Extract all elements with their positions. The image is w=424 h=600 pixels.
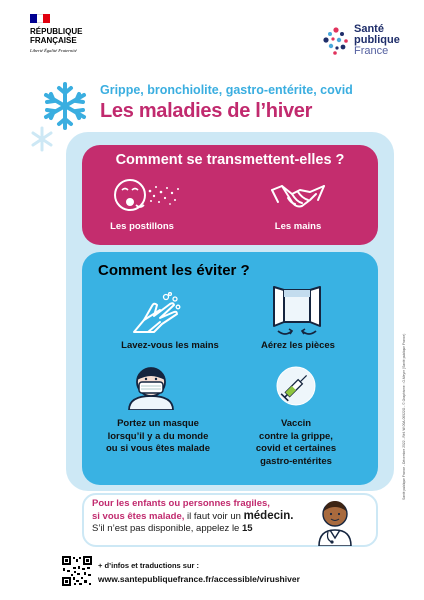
side-credit: Santé publique France - Décembre 2022 - Réf. W-00A-00522G - © Graphisme : O.Meyer (Santé publique France) — [402, 333, 406, 500]
page-title: Les maladies de l’hiver — [100, 100, 313, 122]
vaccine-line-4: gastro-entérites — [260, 455, 332, 467]
notice-line-1: Pour les enfants ou personnes fragiles, — [92, 498, 270, 509]
vaccine-line-1: Vaccin — [280, 418, 312, 429]
prevention-label-mask — [93, 418, 223, 456]
notice-line-3-bold: 15 — [241, 523, 253, 534]
qr-code-icon — [62, 556, 92, 586]
mask-icon — [125, 362, 177, 410]
spf-line1: Santé — [354, 23, 384, 35]
doctor-notice-text — [92, 498, 317, 535]
transmission-heading: Comment se transmettent-elles ? — [115, 152, 345, 168]
prevention-label-vaccine — [240, 418, 352, 468]
vaccine-line-3: covid et certaines — [255, 443, 337, 454]
transmission-label-mains: Les mains — [274, 221, 322, 232]
prevention-heading: Comment les éviter ? — [98, 262, 250, 279]
vaccine-line-2: contre la grippe, — [259, 430, 333, 442]
notice-line-2-rest: il faut voir un — [184, 511, 244, 522]
footer-info: + d’infos et traductions sur : — [98, 561, 200, 570]
syringe-icon — [276, 366, 316, 406]
transmission-label-postillons: Les postillons — [110, 221, 174, 232]
prevention-label-window: Aérez les pièces — [261, 340, 335, 351]
notice-line-2-bold: médecin. — [243, 510, 294, 522]
doctor-icon — [316, 496, 354, 546]
footer-url-link[interactable]: www.santepubliquefrance.fr/accessible/virushiver — [98, 574, 300, 584]
notice-line-3-rest: S’il n’est pas disponible, appelez le — [92, 523, 242, 534]
french-flag-icon — [30, 14, 50, 23]
mask-line-3: ou si vous êtes malade — [105, 443, 210, 454]
sante-publique-france-logo — [322, 24, 400, 57]
sneeze-icon — [112, 177, 184, 217]
spf-line2: publique — [354, 34, 400, 46]
handshake-icon — [270, 180, 326, 216]
rf-motto: Liberté Égalité Fraternité — [30, 48, 77, 53]
prevention-label-handwash: Lavez-vous les mains — [121, 340, 219, 351]
mask-line-1: Portez un masque — [117, 418, 199, 429]
mask-line-2: lorsqu’il y a du monde — [107, 430, 209, 442]
open-window-icon — [268, 284, 326, 338]
rf-title: RÉPUBLIQUE FRANÇAISE — [30, 27, 83, 45]
spf-dots-icon — [322, 27, 350, 55]
handwash-icon — [130, 292, 186, 336]
spf-line3: France — [354, 45, 389, 57]
subtitle: Grippe, bronchiolite, gastro-entérite, covid — [100, 83, 353, 97]
notice-line-2-pink: si vous êtes malade, — [92, 511, 185, 522]
republique-francaise-logo — [30, 14, 100, 53]
